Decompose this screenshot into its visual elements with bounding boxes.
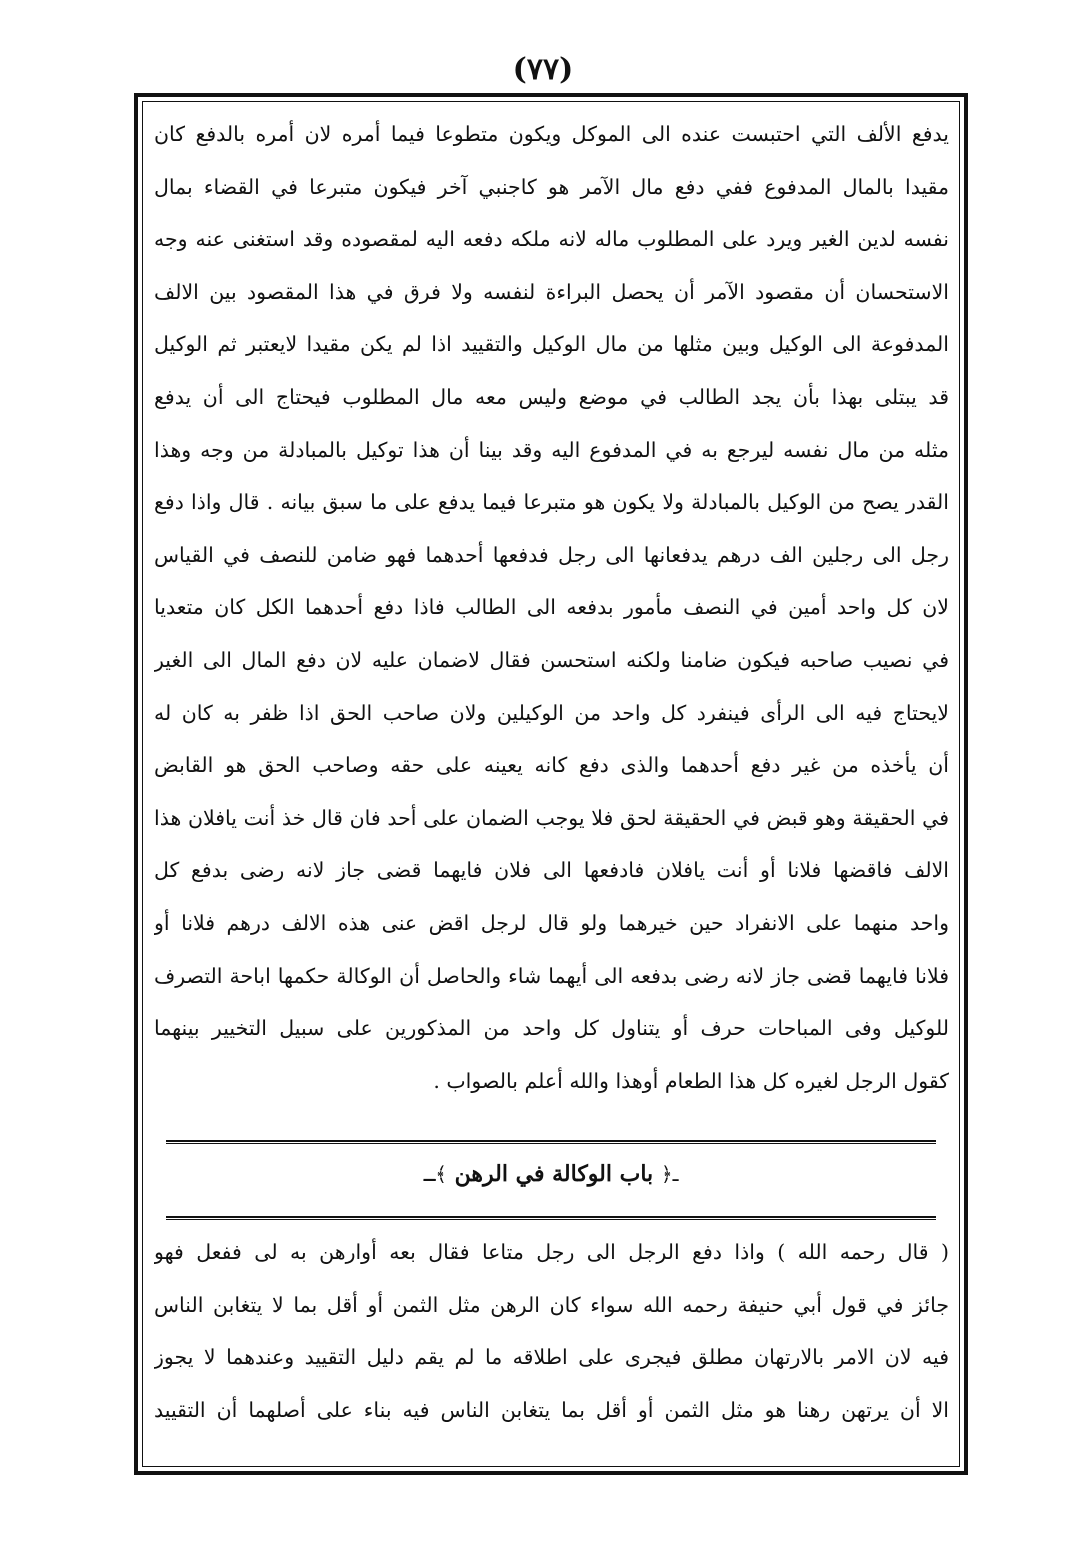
text-line: الالف فاقضها فلانا أو أنت يافلان فادفعها الى فلان فايهما قضى جاز لانه رضى بدفع كل [154,858,949,883]
text-line: في نصيب صاحبه فيكون ضامنا ولكنه استحسن فقال لاضمان عليه لان دفع المال الى الغير [154,647,949,672]
text-line: أن يأخذه من غير دفع أحدهما والذى دفع كانه يعينه على حقه وصاحب الحق هو القابض [154,753,949,778]
text-line: القدر يصح من الوكيل بالمبادلة ولا يكون هو متبرعا فيما يدفع على ما سبق بيانه . قال واذا دفع [154,490,949,515]
text-line: يدفع الألف التي احتبست عنده الى الموكل ويكون متطوعا فيما أمره لان أمره بالدفع كان [154,122,949,146]
text-block-2 [154,1226,949,1436]
heading-title: باب الوكالة في الرهن [454,1161,654,1187]
text-line: فيه لان الامر بالارتهان مطلق فيجرى على اطلاقه ما لم يقم دليل التقييد وعندهما لا يجوز [154,1345,949,1370]
text-line: لايحتاج فيه الى الرأى فينفرد كل واحد من الوكيلين ولان صاحب الحق اذا ظفر به كان له [154,700,949,725]
text-line: للوكيل وفى المباحات حرف أو يتناول كل واحد من المذكورين على سبيل التخيير بينهما [154,1016,949,1041]
text-line: لان كل واحد أمين في النصف مأمور بدفعه الى الطالب فاذا دفع أحدهما الكل كان متعديا [154,595,949,620]
text-line: كقول الرجل لغيره كل هذا الطعام أوهذا والله أعلم بالصواب . [433,1068,949,1093]
text-line: قد يبتلى بهذا بأن يجد الطالب في موضع وليس معه مال المطلوب فيحتاج الى أن يدفع [154,384,949,409]
text-line: فلانا فايهما قضى جاز لانه رضى بدفعه الى أيهما شاء والحاصل أن الوكالة حكمها اباحة التصرف [154,963,949,988]
divider-top [166,1140,936,1144]
heading-ornament-left: ﴾ـ [423,1162,447,1186]
section-heading [142,1161,960,1187]
text-line: واحد منهما على الانفراد حين خيرهما ولو قال لرجل اقض عنى هذه الالف درهم فلانا أو [154,910,949,935]
text-line: جائز في قول أبي حنيفة رحمه الله سواء كان الرهن مثل الثمن أو أقل بما لا يتغابن الناس [154,1292,949,1317]
text-line: في الحقيقة وهو قبض في الحقيقة لحق فلا يوجب الضمان على أحد فان قال خذ أنت يافلان هذا [154,805,949,830]
text-line: نفسه لدين الغير ويرد على المطلوب ماله لانه ملكه دفعه اليه لمقصوده وقد استغنى عنه وجه [154,227,949,252]
text-line: الاستحسان أن مقصود الآمر أن يحصل البراءة لنفسه ولا فرق في هذا المقصود بين الالف [154,279,949,304]
text-line: رجل الى رجلين الف درهم يدفعانها الى رجل فدفعها أحدهما فهو ضامن للنصف في القياس [154,542,949,567]
text-line: مثله من مال نفسه ليرجع به في المدفوع اليه وقد بينا أن هذا توكيل بالمبادلة من وجه وهذا [154,437,949,462]
text-line: ( قال رحمه الله ) واذا دفع الرجل الى رجل متاعا فقال بعه أوارهن به لى ففعل فهو [154,1240,949,1264]
divider-bottom [166,1216,936,1220]
heading-ornament-right: ـ﴿ [660,1162,679,1186]
text-block-1 [154,108,949,1107]
text-line: المدفوعة الى الوكيل وبين مثلها من مال الوكيل والتقييد اذا لم يكن مقيدا لايعتبر ثم الوكيل [154,332,949,357]
text-line: الا أن يرتهن رهنا هو مثل الثمن أو أقل بما يتغابن الناس فيه بناء على أصلهما أن التقييد [154,1397,949,1422]
text-line: مقيدا بالمال المدفوع ففي دفع مال الآمر هو كاجنبي آخر فيكون متبرعا في القضاء بمال [154,174,949,199]
page-number: (٧٧) [512,52,574,87]
